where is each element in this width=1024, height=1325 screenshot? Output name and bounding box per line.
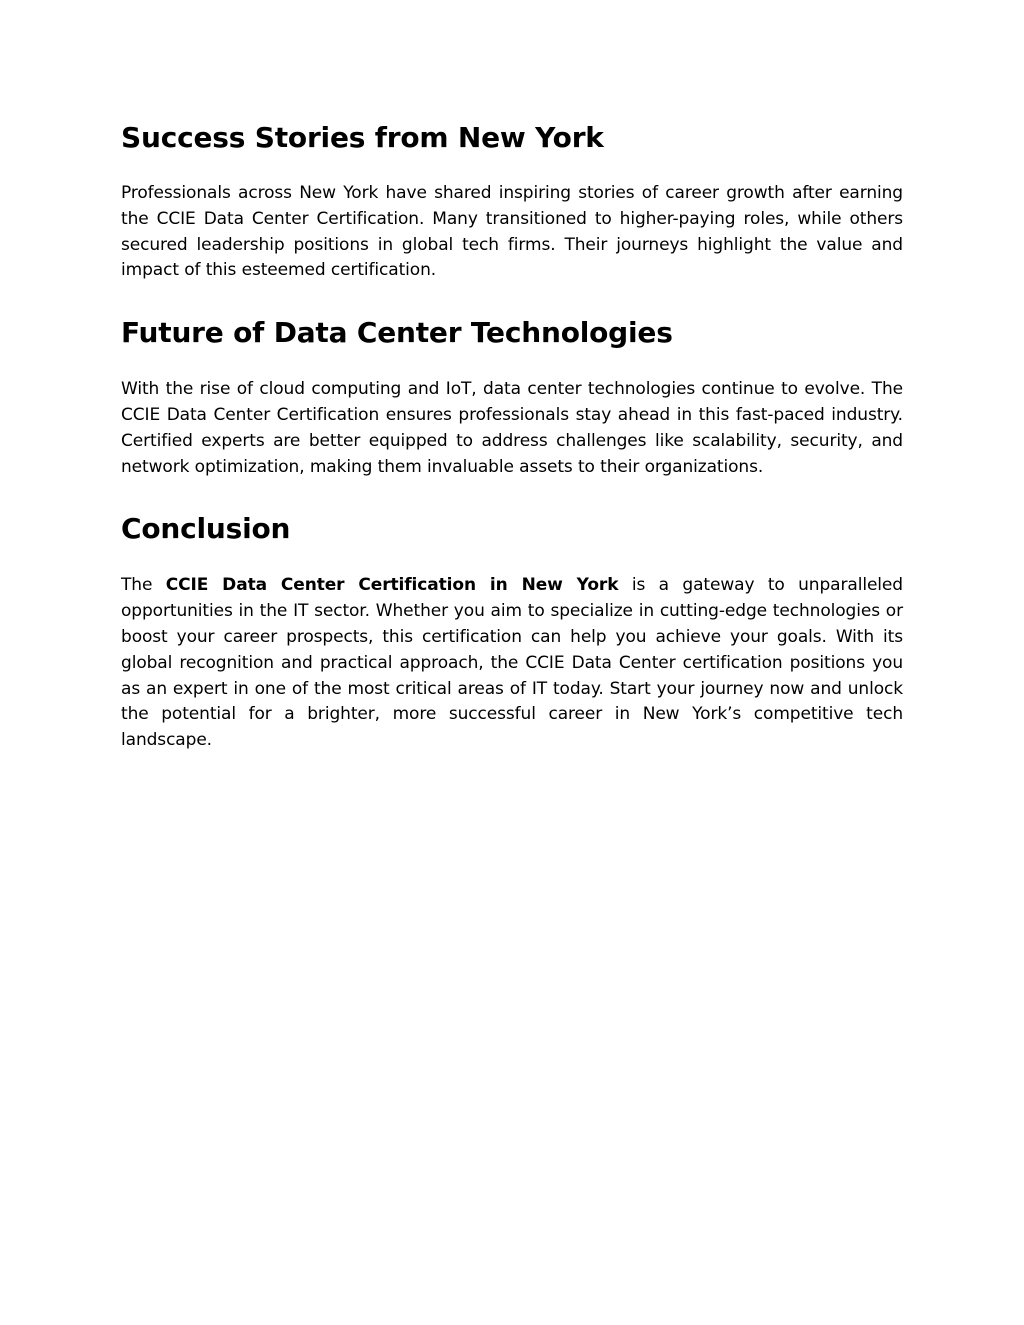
- section-paragraph: [121, 573, 903, 754]
- section-heading: Future of Data Center Technologies: [121, 316, 673, 350]
- section-conclusion: [121, 509, 903, 754]
- paragraph-text-prefix: The: [121, 575, 166, 596]
- section-paragraph: With the rise of cloud computing and IoT, data center technologies continue to evolve. The CCIE Data Center Certification ensures professionals stay ahead in this fast-paced industry. Certified experts are better equipped to address challenges like scalability, security, and network optimization, making them invaluable assets to their organizations.: [121, 379, 903, 477]
- section-success-stories: [121, 118, 903, 284]
- document-page: [121, 118, 903, 754]
- section-future-technologies: [121, 313, 903, 480]
- section-heading: Success Stories from New York: [121, 121, 604, 154]
- bold-certification-name: CCIE Data Center Certification in New York: [165, 575, 619, 596]
- section-heading: Conclusion: [121, 512, 291, 546]
- paragraph-text-suffix: is a gateway to unparalleled opportunities in the IT sector. Whether you aim to specialize in cutting-edge technologies or boost your career prospects, this certification can help you achieve your goals. With its global recognition and practical approach, the CCIE Data Center certification positions you as an expert in one of the most critical areas of IT today. Start your journey now and unlock the potential for a brighter, more successful career in New York’s competitive tech landscape.: [121, 575, 903, 751]
- section-paragraph: Professionals across New York have shared inspiring stories of career growth after earning the CCIE Data Center Certification. Many transitioned to higher-paying roles, while others secured leadership positions in global tech firms. Their journeys highlight the value and impact of this esteemed certification.: [121, 183, 903, 281]
